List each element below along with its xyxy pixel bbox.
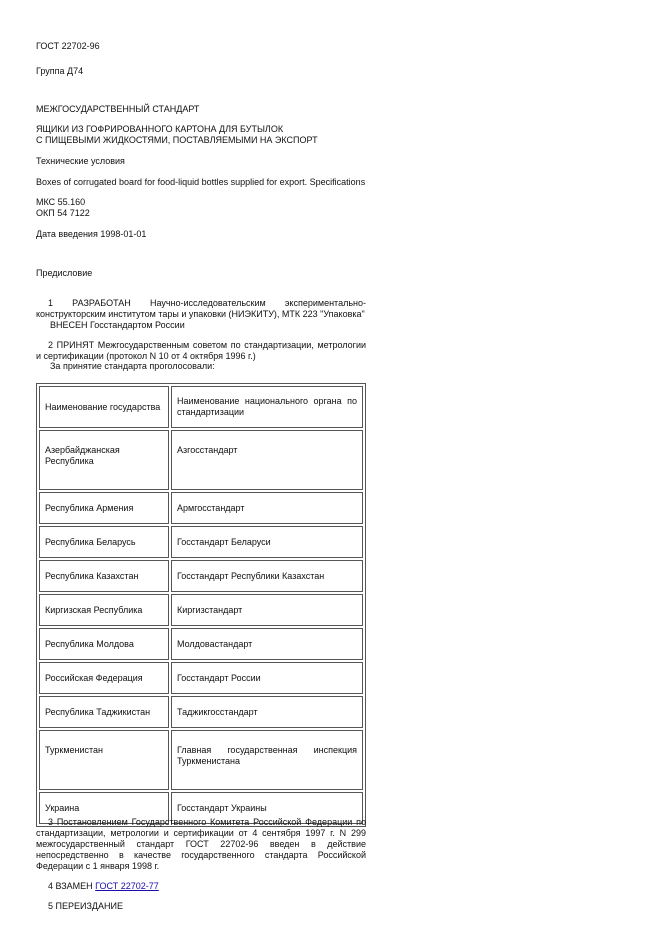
intro-date: Дата введения 1998-01-01 bbox=[36, 229, 147, 239]
table-row bbox=[39, 430, 363, 490]
standard-kind: МЕЖГОСУДАРСТВЕННЫЙ СТАНДАРТ bbox=[36, 104, 200, 114]
title-ru-line1: ЯЩИКИ ИЗ ГОФРИРОВАННОГО КАРТОНА ДЛЯ БУТЫЛОК bbox=[36, 124, 284, 134]
title-en: Boxes of corrugated board for food-liquid bottles supplied for export. Specifications bbox=[36, 177, 366, 187]
body-cell: Киргизстандарт bbox=[171, 594, 363, 626]
body-cell: Госстандарт Республики Казахстан bbox=[171, 560, 363, 592]
state-cell: Республика Молдова bbox=[39, 628, 169, 660]
table-row bbox=[39, 730, 363, 790]
replaced-standard-link[interactable]: ГОСТ 22702-77 bbox=[95, 881, 159, 891]
body-cell: Госстандарт Беларуси bbox=[171, 526, 363, 558]
foreword-item-1-sub: ВНЕСЕН Госстандартом России bbox=[50, 320, 185, 330]
voting-states-table bbox=[36, 383, 366, 827]
table-row bbox=[39, 696, 363, 728]
state-cell: Республика Армения bbox=[39, 492, 169, 524]
body-cell: Госстандарт России bbox=[171, 662, 363, 694]
state-cell: Республика Беларусь bbox=[39, 526, 169, 558]
table-row bbox=[39, 662, 363, 694]
state-cell: Азербайджанская Республика bbox=[39, 430, 169, 490]
state-cell: Туркменистан bbox=[39, 730, 169, 790]
classification-group: Группа Д74 bbox=[36, 66, 84, 76]
state-cell: Республика Таджикистан bbox=[39, 696, 169, 728]
column-header-body: Наименование национального органа по стандартизации bbox=[171, 386, 363, 428]
body-cell: Азгосстандарт bbox=[171, 430, 363, 490]
replaced-prefix: 4 ВЗАМЕН bbox=[48, 881, 96, 891]
body-cell: Молдовастандарт bbox=[171, 628, 363, 660]
foreword-heading: Предисловие bbox=[36, 268, 93, 278]
table-row bbox=[39, 526, 363, 558]
body-cell: Главная государственная инспекция Туркменистана bbox=[171, 730, 363, 790]
foreword-item-1: 1 РАЗРАБОТАН Научно-исследовательским экспериментально-конструкторским институтом тары и упаковки (НИЭКИТУ), МТК 223 "Упаковка" bbox=[36, 298, 366, 319]
foreword-item-3: 3 Постановлением Государственного Комитета Российской Федерации по стандартизации, метрологии и сертификации от 4 сентября 1997 г. N 299 межгосударственный стандарт ГОСТ 22702-96 введен в действие непосредственно в качестве государственного стандарта Российской Федерации с 1 января 1998 г. bbox=[36, 817, 366, 871]
table-row bbox=[39, 560, 363, 592]
table-row bbox=[39, 594, 363, 626]
foreword-item-5: 5 ПЕРЕИЗДАНИЕ bbox=[48, 901, 123, 911]
foreword-item-2-sub: За принятие стандарта проголосовали: bbox=[50, 361, 215, 371]
mks-code: МКС 55.160 bbox=[36, 197, 86, 207]
column-header-state: Наименование государства bbox=[39, 386, 169, 428]
state-cell: Украина bbox=[39, 792, 169, 824]
okp-code: ОКП 54 7122 bbox=[36, 208, 90, 218]
state-cell: Киргизская Республика bbox=[39, 594, 169, 626]
body-cell: Таджикгосстандарт bbox=[171, 696, 363, 728]
gost-number: ГОСТ 22702-96 bbox=[36, 41, 100, 51]
foreword-item-2: 2 ПРИНЯТ Межгосударственным советом по стандартизации, метрологии и сертификации (протокол N 10 от 4 октября 1996 г.) bbox=[36, 340, 366, 361]
table-row bbox=[39, 492, 363, 524]
table-row bbox=[39, 628, 363, 660]
body-cell: Госстандарт Украины bbox=[171, 792, 363, 824]
state-cell: Российская Федерация bbox=[39, 662, 169, 694]
table-header-row bbox=[39, 386, 363, 428]
foreword-item-4 bbox=[48, 881, 159, 892]
title-ru-line2: С ПИЩЕВЫМИ ЖИДКОСТЯМИ, ПОСТАВЛЯЕМЫМИ НА ЭКСПОРТ bbox=[36, 135, 318, 145]
title-subtitle: Технические условия bbox=[36, 156, 125, 166]
state-cell: Республика Казахстан bbox=[39, 560, 169, 592]
body-cell: Армгосстандарт bbox=[171, 492, 363, 524]
